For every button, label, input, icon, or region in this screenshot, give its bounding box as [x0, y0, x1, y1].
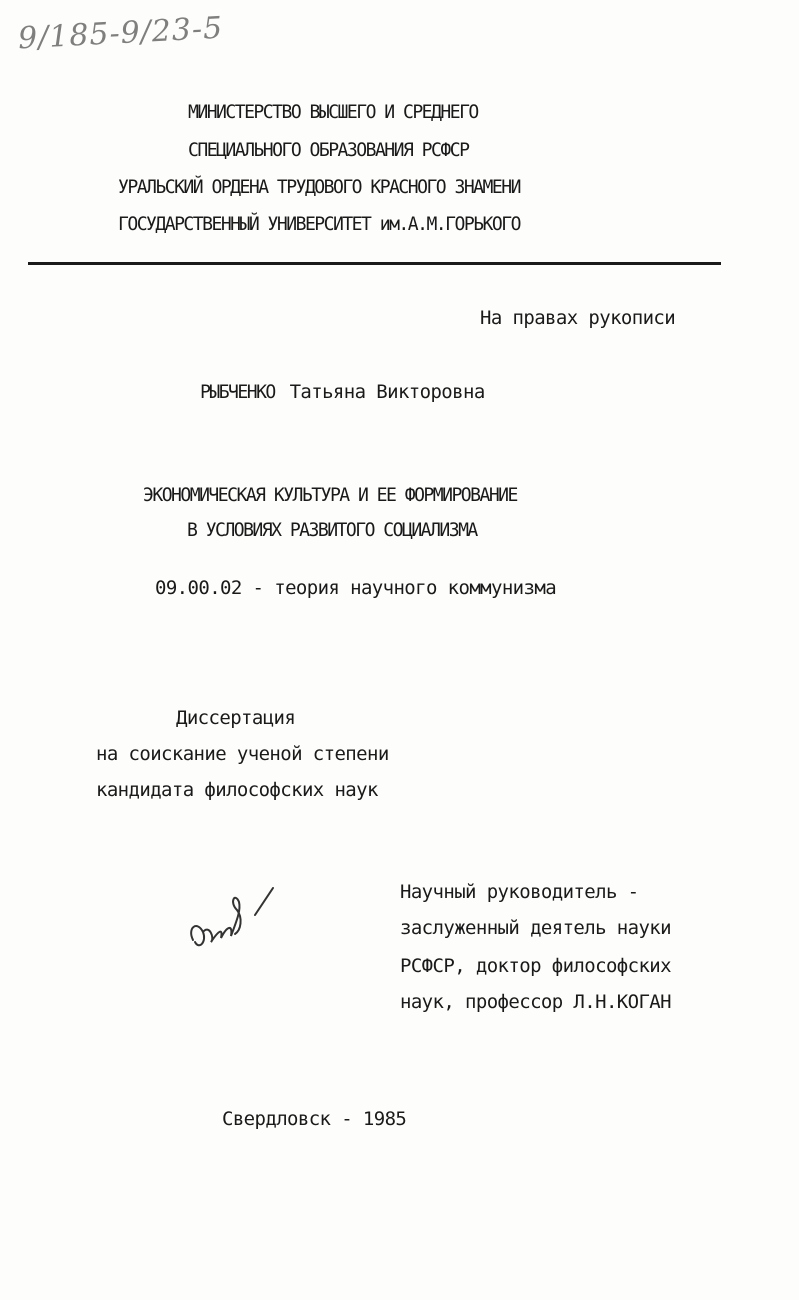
header-divider: [28, 262, 721, 265]
handwritten-signature: [185, 880, 285, 960]
supervisor-line-1: Научный руководитель -: [400, 881, 639, 903]
title-line-1: ЭКОНОМИЧЕСКАЯ КУЛЬТУРА И ЕЕ ФОРМИРОВАНИЕ: [143, 484, 517, 506]
institution-line-1: МИНИСТЕРСТВО ВЫСШЕГО И СРЕДНЕГО: [188, 101, 478, 123]
institution-line-3: УРАЛЬСКИЙ ОРДЕНА ТРУДОВОГО КРАСНОГО ЗНАМЕНИ: [118, 176, 520, 198]
institution-line-2: СПЕЦИАЛЬНОГО ОБРАЗОВАНИЯ РСФСР: [188, 139, 469, 161]
supervisor-line-4: наук, профессор Л.Н.КОГАН: [400, 991, 671, 1013]
degree-line-3: кандидата философских наук: [96, 779, 378, 801]
degree-line-1: Диссертация: [176, 707, 296, 729]
handwritten-archive-code: 9/185-9/23-5: [17, 10, 224, 57]
author-name: [200, 380, 485, 404]
place-and-year: Свердловск - 1985: [222, 1108, 407, 1130]
title-line-2: В УСЛОВИЯХ РАЗВИТОГО СОЦИАЛИЗМА: [187, 519, 477, 541]
manuscript-rights: На правах рукописи: [480, 307, 676, 329]
supervisor-line-2: заслуженный деятель науки: [400, 917, 671, 939]
author-surname: РЫБЧЕНКО: [200, 381, 275, 403]
supervisor-line-3: РСФСР, доктор философских: [400, 955, 671, 977]
degree-line-2: на соискание ученой степени: [96, 743, 389, 765]
specialty-code: 09.00.02 - теория научного коммунизма: [155, 577, 557, 599]
institution-line-4: ГОСУДАРСТВЕННЫЙ УНИВЕРСИТЕТ им.А.М.ГОРЬКОГО: [118, 213, 520, 235]
author-given-names: Татьяна Викторовна: [289, 381, 485, 403]
